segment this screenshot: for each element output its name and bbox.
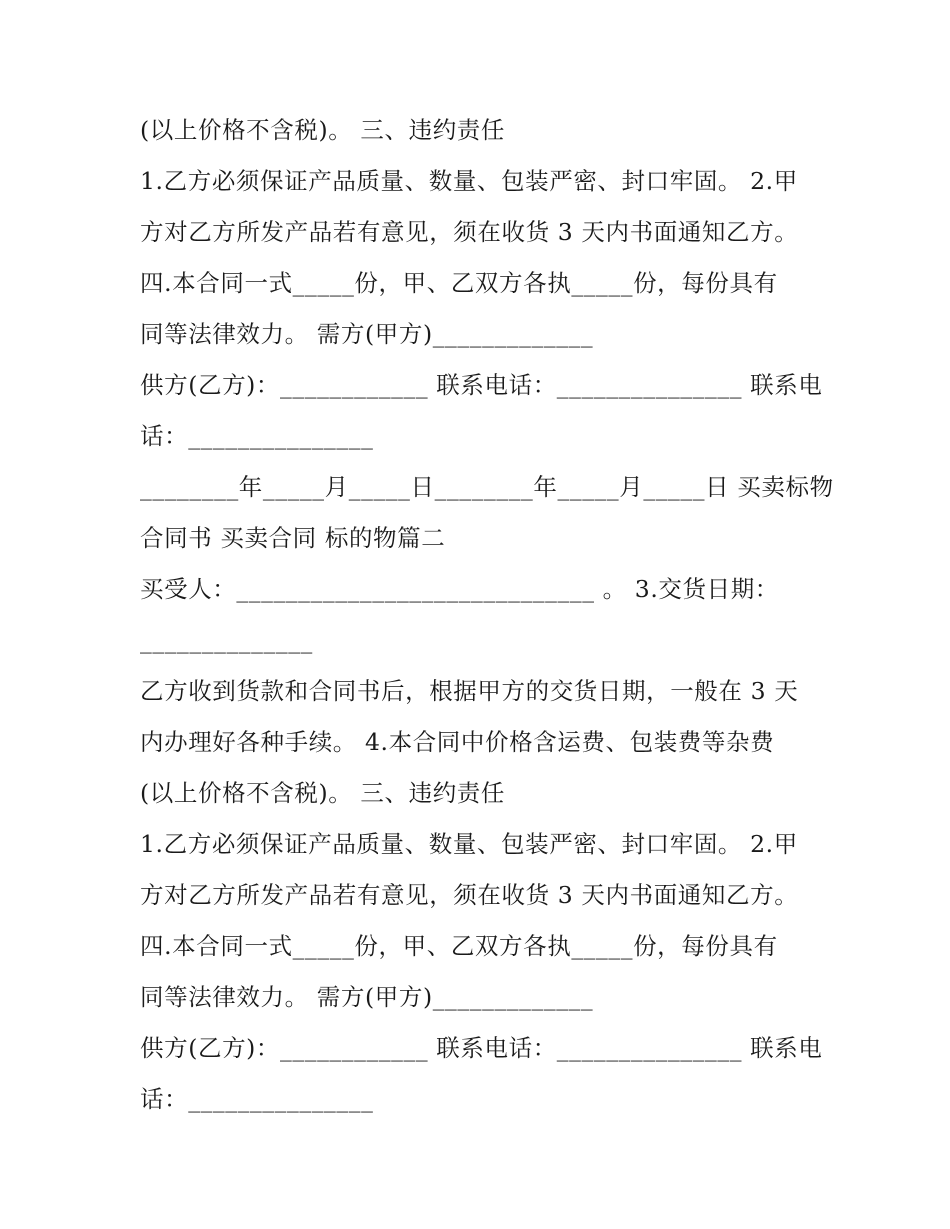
text-line: ______________ <box>140 626 313 654</box>
text-line: 合同书 买卖合同 标的物篇二 <box>140 524 446 552</box>
text-line: 乙方收到货款和合同书后，根据甲方的交货日期，一般在 3 天 <box>140 677 799 705</box>
text-line: 供方(乙方)：____________ 联系电话：_______________ 联系电 <box>140 1034 823 1062</box>
text-line: 方对乙方所发产品若有意见，须在收货 3 天内书面通知乙方。 <box>140 218 799 246</box>
text-line: 四.本合同一式_____份，甲、乙双方各执_____份，每份具有 <box>140 932 778 960</box>
text-line: (以上价格不含税)。 三、违约责任 <box>140 116 506 144</box>
text-line: 四.本合同一式_____份，甲、乙双方各执_____份，每份具有 <box>140 269 778 297</box>
text-line: (以上价格不含税)。 三、违约责任 <box>140 779 506 807</box>
text-line: 话：_______________ <box>140 422 374 450</box>
text-line: 话：_______________ <box>140 1085 374 1113</box>
text-line: 方对乙方所发产品若有意见，须在收货 3 天内书面通知乙方。 <box>140 881 799 909</box>
text-line: 同等法律效力。 需方(甲方)_____________ <box>140 983 594 1011</box>
text-line: 内办理好各种手续。 4.本合同中价格含运费、包装费等杂费 <box>140 728 775 756</box>
text-line: 同等法律效力。 需方(甲方)_____________ <box>140 320 594 348</box>
text-line: 1.乙方必须保证产品质量、数量、包装严密、封口牢固。 2.甲 <box>140 167 798 195</box>
document-body <box>140 108 834 1128</box>
text-line: 买受人：_____________________________ 。 3.交货日期： <box>140 575 779 603</box>
text-line: ________年_____月_____日________年_____月_____日 买卖标物 <box>140 473 834 501</box>
text-line: 供方(乙方)：____________ 联系电话：_______________ 联系电 <box>140 371 823 399</box>
text-line: 1.乙方必须保证产品质量、数量、包装严密、封口牢固。 2.甲 <box>140 830 798 858</box>
